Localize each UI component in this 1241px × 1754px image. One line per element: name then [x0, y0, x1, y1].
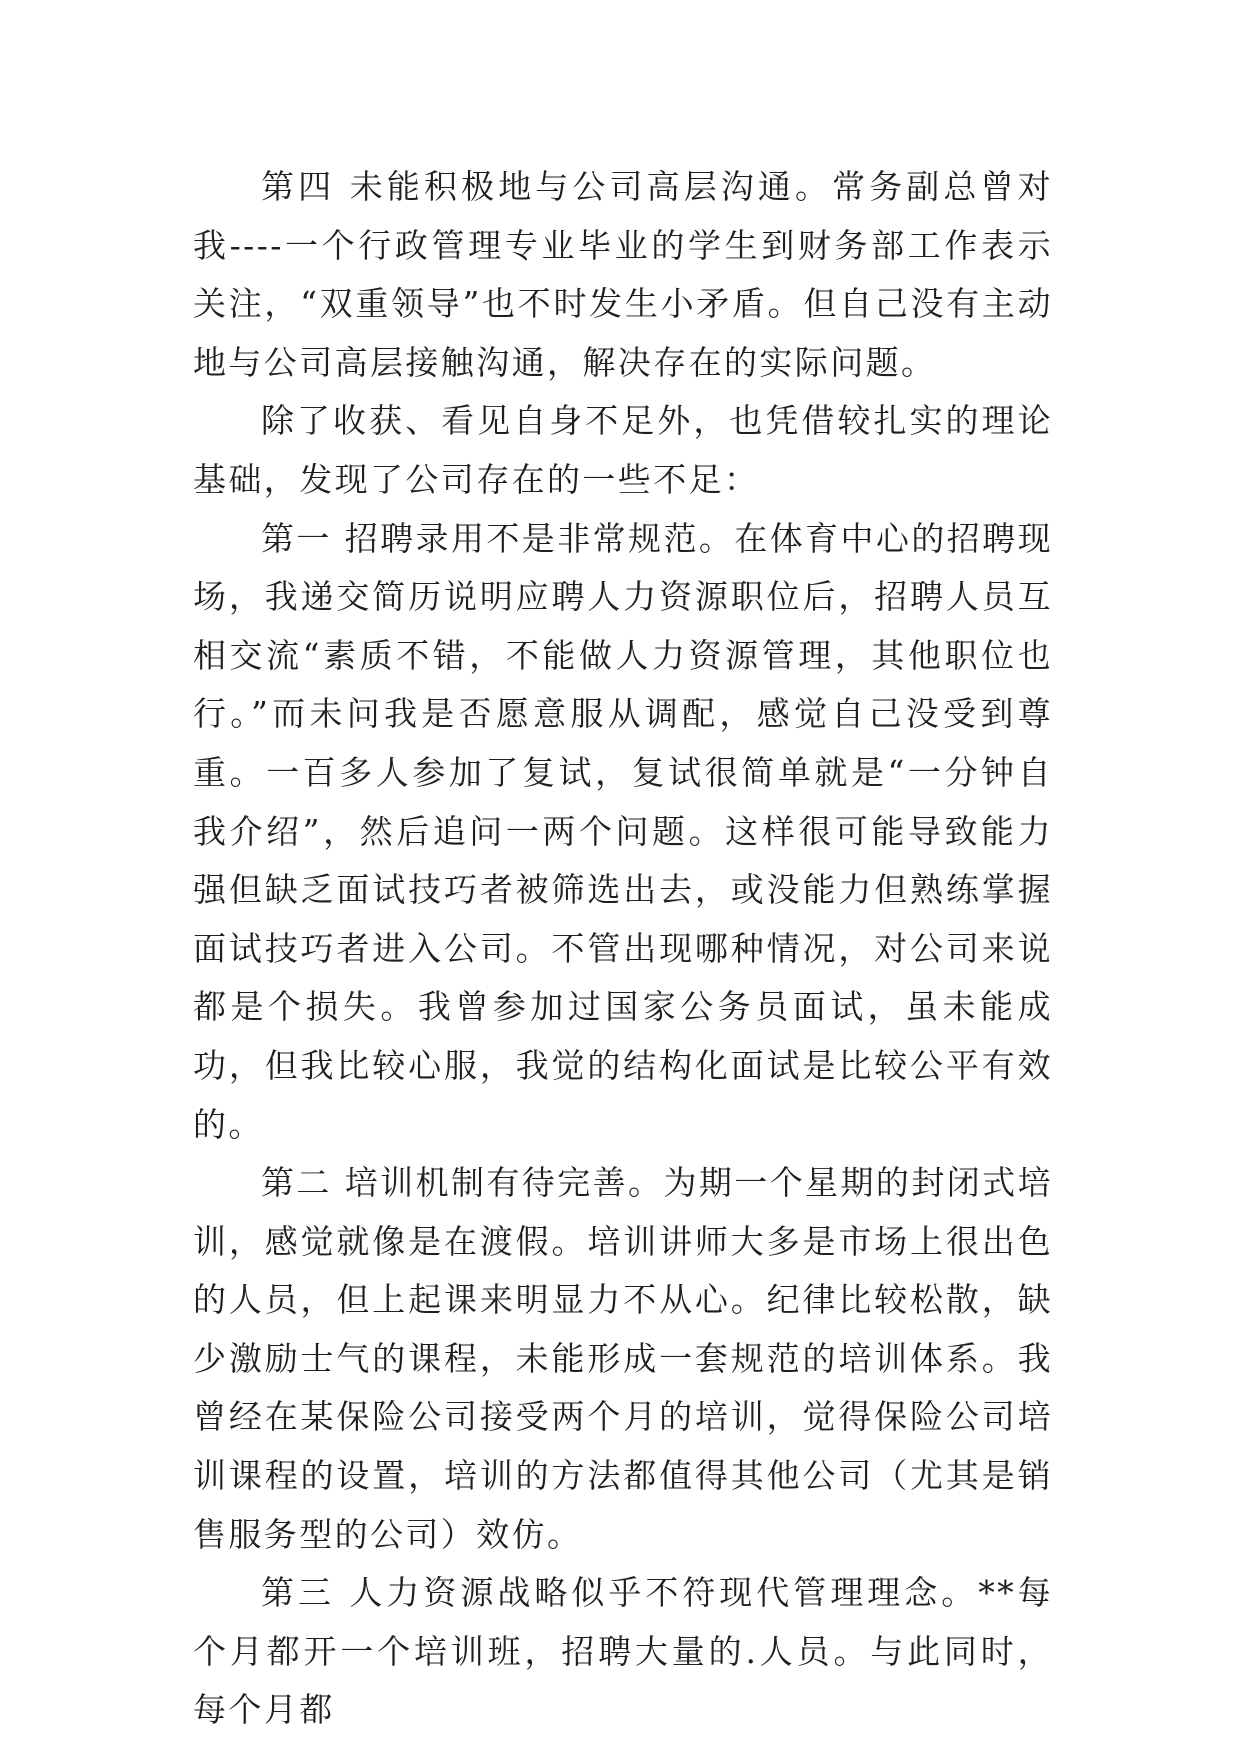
paragraph-company-shortcomings-intro: 除了收获、看见自身不足外，也凭借较扎实的理论基础，发现了公司存在的一些不足：	[193, 401, 1053, 499]
document-body	[193, 158, 1053, 1740]
paragraph-training: 第二 培训机制有待完善。为期一个星期的封闭式培训，感觉就像是在渡假。培训讲师大多是市场上很出色的人员，但上起课来明显力不从心。纪律比较松散，缺少激励士气的课程，未能形成一套规范的培训体系。我曾经在某保险公司接受两个月的培训，觉得保险公司培训课程的设置，培训的方法都值得其他公司（尤其是销售服务型的公司）效仿。	[193, 1163, 1053, 1554]
paragraph-recruitment: 第一 招聘录用不是非常规范。在体育中心的招聘现场，我递交简历说明应聘人力资源职位后，招聘人员互相交流“素质不错，不能做人力资源管理，其他职位也行。”而未问我是否愿意服从调配，感觉自己没受到尊重。一百多人参加了复试，复试很简单就是“一分钟自我介绍”，然后追问一两个问题。这样很可能导致能力强但缺乏面试技巧者被筛选出去，或没能力但熟练掌握面试技巧者进入公司。不管出现哪种情况，对公司来说都是个损失。我曾参加过国家公务员面试，虽未能成功，但我比较心服，我觉的结构化面试是比较公平有效的。	[193, 518, 1053, 1144]
paragraph-hr-strategy: 第三 人力资源战略似乎不符现代管理理念。**每个月都开一个培训班，招聘大量的.人员。与此同时，每个月都	[193, 1573, 1053, 1730]
paragraph-fourth-shortcoming: 第四 未能积极地与公司高层沟通。常务副总曾对我----一个行政管理专业毕业的学生到财务部工作表示关注，“双重领导”也不时发生小矛盾。但自己没有主动地与公司高层接触沟通，解决存在的实际问题。	[193, 167, 1053, 382]
